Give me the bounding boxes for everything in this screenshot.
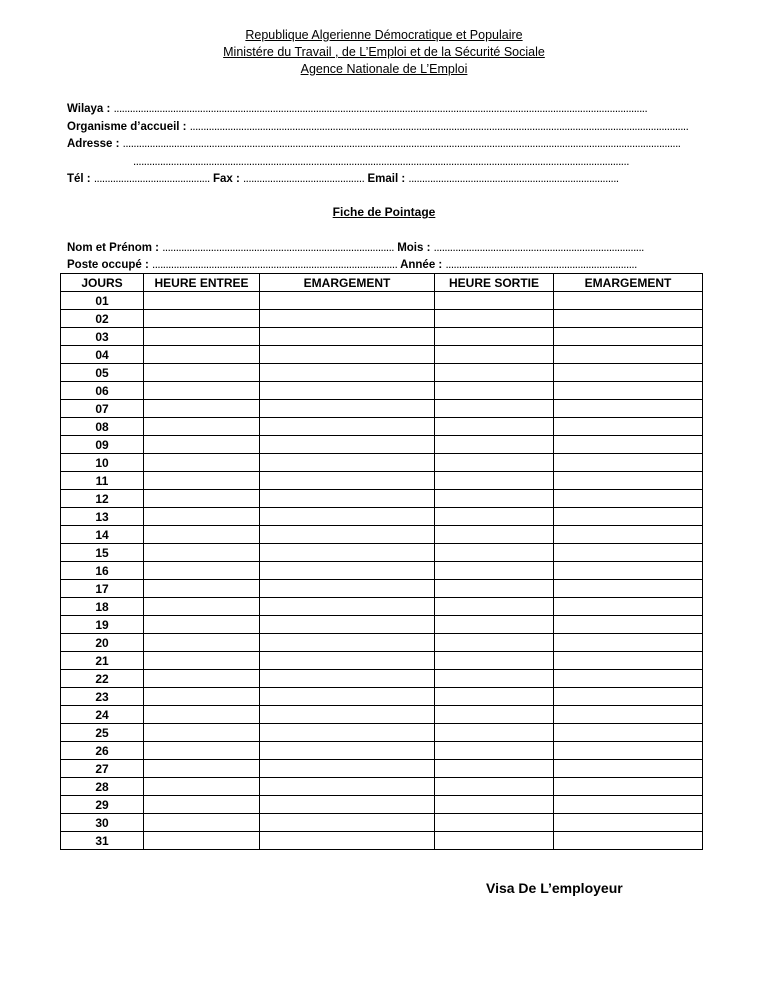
heure-sortie-cell[interactable] [435,706,554,724]
nom-field[interactable]: ...................................................................................... [162,242,394,254]
heure-entree-cell[interactable] [144,562,260,580]
nom-label: Nom et Prénom : [67,242,160,254]
heure-entree-cell[interactable] [144,292,260,310]
day-number: 08 [61,418,144,436]
heure-entree-cell[interactable] [144,364,260,382]
heure-entree-cell[interactable] [144,508,260,526]
header-agency: Agence Nationale de L’Emploi [300,62,468,76]
heure-sortie-cell[interactable] [435,670,554,688]
header-ministry: Ministére du Travail , de L’Emploi et de la Sécurité Sociale [223,45,545,59]
heure-entree-cell[interactable] [144,724,260,742]
emargement-sortie-cell[interactable] [554,598,703,616]
heure-entree-cell[interactable] [144,310,260,328]
organisme-label: Organisme d’accueil : [67,120,187,133]
emargement-entree-cell[interactable] [260,832,435,850]
day-number: 17 [61,580,144,598]
emargement-entree-cell[interactable] [260,724,435,742]
emargement-entree-cell[interactable] [260,706,435,724]
emargement-entree-cell[interactable] [260,472,435,490]
table-row [61,508,703,526]
annee-label: Année : [400,259,443,271]
day-number: 05 [61,364,144,382]
heure-sortie-cell[interactable] [435,400,554,418]
heure-sortie-cell[interactable] [435,616,554,634]
header-heure-sortie: HEURE SORTIE [435,274,554,292]
heure-sortie-cell[interactable] [435,814,554,832]
wilaya-field[interactable]: ...................................................................................................................................................................................................... [113,103,648,115]
emargement-sortie-cell[interactable] [554,706,703,724]
emargement-sortie-cell[interactable] [554,292,703,310]
day-number: 21 [61,652,144,670]
emargement-entree-cell[interactable] [260,652,435,670]
heure-entree-cell[interactable] [144,616,260,634]
day-number: 26 [61,742,144,760]
tel-label: Tél : [67,173,91,185]
table-row [61,346,703,364]
emargement-entree-cell[interactable] [260,796,435,814]
heure-entree-cell[interactable] [144,796,260,814]
day-number: 16 [61,562,144,580]
heure-sortie-cell[interactable] [435,724,554,742]
header-emargement-sortie: EMARGEMENT [554,274,703,292]
header-heure-entree: HEURE ENTREE [144,274,260,292]
heure-sortie-cell[interactable] [435,310,554,328]
day-number: 12 [61,490,144,508]
heure-sortie-cell[interactable] [435,796,554,814]
emargement-sortie-cell[interactable] [554,346,703,364]
table-header-row [61,274,703,292]
heure-sortie-cell[interactable] [435,292,554,310]
day-number: 07 [61,400,144,418]
emargement-entree-cell[interactable] [260,382,435,400]
heure-sortie-cell[interactable] [435,580,554,598]
heure-entree-cell[interactable] [144,400,260,418]
emargement-entree-cell[interactable] [260,544,435,562]
person-info [67,240,707,274]
emargement-entree-cell[interactable] [260,436,435,454]
emargement-sortie-cell[interactable] [554,652,703,670]
adresse-label: Adresse : [67,138,120,150]
emargement-entree-cell[interactable] [260,490,435,508]
emargement-entree-cell[interactable] [260,742,435,760]
annee-field[interactable]: ....................................................................... [445,259,637,271]
table-row [61,760,703,778]
wilaya-row [67,101,707,119]
day-number: 04 [61,346,144,364]
fax-field[interactable]: ............................................. [242,173,365,185]
heure-sortie-cell[interactable] [435,742,554,760]
emargement-sortie-cell[interactable] [554,364,703,382]
poste-field[interactable]: ........................................................................................... [152,259,398,271]
table-row [61,634,703,652]
day-number: 23 [61,688,144,706]
emargement-sortie-cell[interactable] [554,778,703,796]
heure-entree-cell[interactable] [144,382,260,400]
wilaya-label: Wilaya : [67,103,111,115]
table-row [61,706,703,724]
table-row [61,418,703,436]
fax-label: Fax : [212,173,240,185]
heure-sortie-cell[interactable] [435,652,554,670]
emargement-entree-cell[interactable] [260,328,435,346]
email-field[interactable]: .............................................................................. [408,173,619,185]
heure-sortie-cell[interactable] [435,778,554,796]
emargement-entree-cell[interactable] [260,364,435,382]
heure-sortie-cell[interactable] [435,760,554,778]
table-row [61,292,703,310]
day-number: 10 [61,454,144,472]
heure-entree-cell[interactable] [144,652,260,670]
heure-sortie-cell[interactable] [435,346,554,364]
emargement-sortie-cell[interactable] [554,436,703,454]
header-emargement-entree: EMARGEMENT [260,274,435,292]
day-number: 11 [61,472,144,490]
heure-entree-cell[interactable] [144,526,260,544]
emargement-entree-cell[interactable] [260,526,435,544]
heure-entree-cell[interactable] [144,778,260,796]
emargement-sortie-cell[interactable] [554,544,703,562]
organisme-row [67,119,707,137]
table-row [61,562,703,580]
heure-entree-cell[interactable] [144,634,260,652]
emargement-sortie-cell[interactable] [554,490,703,508]
heure-sortie-cell[interactable] [435,472,554,490]
heure-entree-cell[interactable] [144,436,260,454]
heure-sortie-cell[interactable] [435,436,554,454]
emargement-sortie-cell[interactable] [554,832,703,850]
emargement-sortie-cell[interactable] [554,742,703,760]
heure-entree-cell[interactable] [144,580,260,598]
day-number: 03 [61,328,144,346]
emargement-sortie-cell[interactable] [554,670,703,688]
emargement-entree-cell[interactable] [260,562,435,580]
table-row [61,328,703,346]
heure-sortie-cell[interactable] [435,364,554,382]
emargement-sortie-cell[interactable] [554,814,703,832]
emargement-entree-cell[interactable] [260,814,435,832]
header-jours: JOURS [61,274,144,292]
day-number: 29 [61,796,144,814]
heure-sortie-cell[interactable] [435,382,554,400]
emargement-entree-cell[interactable] [260,598,435,616]
heure-sortie-cell[interactable] [435,526,554,544]
emargement-sortie-cell[interactable] [554,616,703,634]
adresse-continuation-row [67,154,707,172]
table-row [61,490,703,508]
mois-label: Mois : [397,242,431,254]
emargement-entree-cell[interactable] [260,760,435,778]
day-number: 13 [61,508,144,526]
heure-entree-cell[interactable] [144,688,260,706]
heure-sortie-cell[interactable] [435,832,554,850]
emargement-sortie-cell[interactable] [554,562,703,580]
poste-label: Poste occupé : [67,259,149,271]
day-number: 06 [61,382,144,400]
table-row [61,364,703,382]
emargement-entree-cell[interactable] [260,688,435,706]
emargement-entree-cell[interactable] [260,634,435,652]
table-row [61,832,703,850]
poste-row [67,257,707,274]
emargement-sortie-cell[interactable] [554,454,703,472]
day-number: 02 [61,310,144,328]
table-row [61,382,703,400]
emargement-sortie-cell[interactable] [554,688,703,706]
emargement-sortie-cell[interactable] [554,328,703,346]
day-number: 15 [61,544,144,562]
document-header [0,27,768,78]
form-title: Fiche de Pointage [332,205,436,219]
heure-sortie-cell[interactable] [435,634,554,652]
heure-sortie-cell[interactable] [435,688,554,706]
heure-entree-cell[interactable] [144,544,260,562]
organisme-field[interactable]: ......................................................................................................................................................................................... [189,120,689,133]
table-row [61,436,703,454]
heure-entree-cell[interactable] [144,454,260,472]
heure-entree-cell[interactable] [144,742,260,760]
day-number: 18 [61,598,144,616]
emargement-entree-cell[interactable] [260,778,435,796]
table-row [61,400,703,418]
day-number: 31 [61,832,144,850]
day-number: 20 [61,634,144,652]
heure-entree-cell[interactable] [144,418,260,436]
day-number: 28 [61,778,144,796]
adresse-field-line2[interactable]: ........................................................................................................................................................................................ [133,155,629,168]
emargement-sortie-cell[interactable] [554,526,703,544]
heure-entree-cell[interactable] [144,346,260,364]
heure-sortie-cell[interactable] [435,418,554,436]
heure-entree-cell[interactable] [144,472,260,490]
emargement-entree-cell[interactable] [260,616,435,634]
table-row [61,526,703,544]
heure-sortie-cell[interactable] [435,562,554,580]
tel-field[interactable]: ........................................... [93,173,210,185]
emargement-entree-cell[interactable] [260,292,435,310]
emargement-sortie-cell[interactable] [554,634,703,652]
day-number: 14 [61,526,144,544]
emargement-sortie-cell[interactable] [554,400,703,418]
heure-sortie-cell[interactable] [435,328,554,346]
heure-entree-cell[interactable] [144,328,260,346]
heure-sortie-cell[interactable] [435,454,554,472]
day-number: 30 [61,814,144,832]
emargement-entree-cell[interactable] [260,310,435,328]
heure-sortie-cell[interactable] [435,490,554,508]
nom-row [67,240,707,257]
emargement-entree-cell[interactable] [260,454,435,472]
heure-entree-cell[interactable] [144,490,260,508]
emargement-sortie-cell[interactable] [554,310,703,328]
emargement-entree-cell[interactable] [260,670,435,688]
contact-row [67,171,707,189]
emargement-entree-cell[interactable] [260,400,435,418]
emargement-sortie-cell[interactable] [554,472,703,490]
emargement-sortie-cell[interactable] [554,508,703,526]
table-row [61,652,703,670]
heure-sortie-cell[interactable] [435,508,554,526]
heure-sortie-cell[interactable] [435,598,554,616]
header-republic: Republique Algerienne Démocratique et Populaire [245,28,523,42]
heure-entree-cell[interactable] [144,760,260,778]
table-row [61,472,703,490]
table-row [61,742,703,760]
emargement-sortie-cell[interactable] [554,580,703,598]
emargement-sortie-cell[interactable] [554,418,703,436]
adresse-row [67,136,707,154]
table-row [61,544,703,562]
heure-entree-cell[interactable] [144,706,260,724]
heure-entree-cell[interactable] [144,598,260,616]
adresse-field[interactable]: ............................................................................................................................................................................................................... [122,138,681,150]
attendance-table [60,273,703,850]
day-number: 09 [61,436,144,454]
mois-field[interactable]: .............................................................................. [433,242,644,254]
table-body [61,292,703,850]
visa-employeur: Visa De L’employeur [486,880,623,896]
table-row [61,796,703,814]
day-number: 01 [61,292,144,310]
table-row [61,616,703,634]
table-row [61,310,703,328]
heure-entree-cell[interactable] [144,814,260,832]
heure-entree-cell[interactable] [144,670,260,688]
table-row [61,580,703,598]
emargement-entree-cell[interactable] [260,580,435,598]
table-row [61,814,703,832]
employer-info [67,101,707,189]
emargement-sortie-cell[interactable] [554,796,703,814]
table-row [61,688,703,706]
day-number: 25 [61,724,144,742]
day-number: 19 [61,616,144,634]
emargement-entree-cell[interactable] [260,508,435,526]
emargement-sortie-cell[interactable] [554,382,703,400]
emargement-entree-cell[interactable] [260,346,435,364]
table-row [61,724,703,742]
emargement-entree-cell[interactable] [260,418,435,436]
day-number: 27 [61,760,144,778]
day-number: 24 [61,706,144,724]
table-row [61,454,703,472]
table-row [61,670,703,688]
heure-sortie-cell[interactable] [435,544,554,562]
email-label: Email : [367,173,406,185]
table-row [61,778,703,796]
heure-entree-cell[interactable] [144,832,260,850]
emargement-sortie-cell[interactable] [554,760,703,778]
day-number: 22 [61,670,144,688]
emargement-sortie-cell[interactable] [554,724,703,742]
table-row [61,598,703,616]
